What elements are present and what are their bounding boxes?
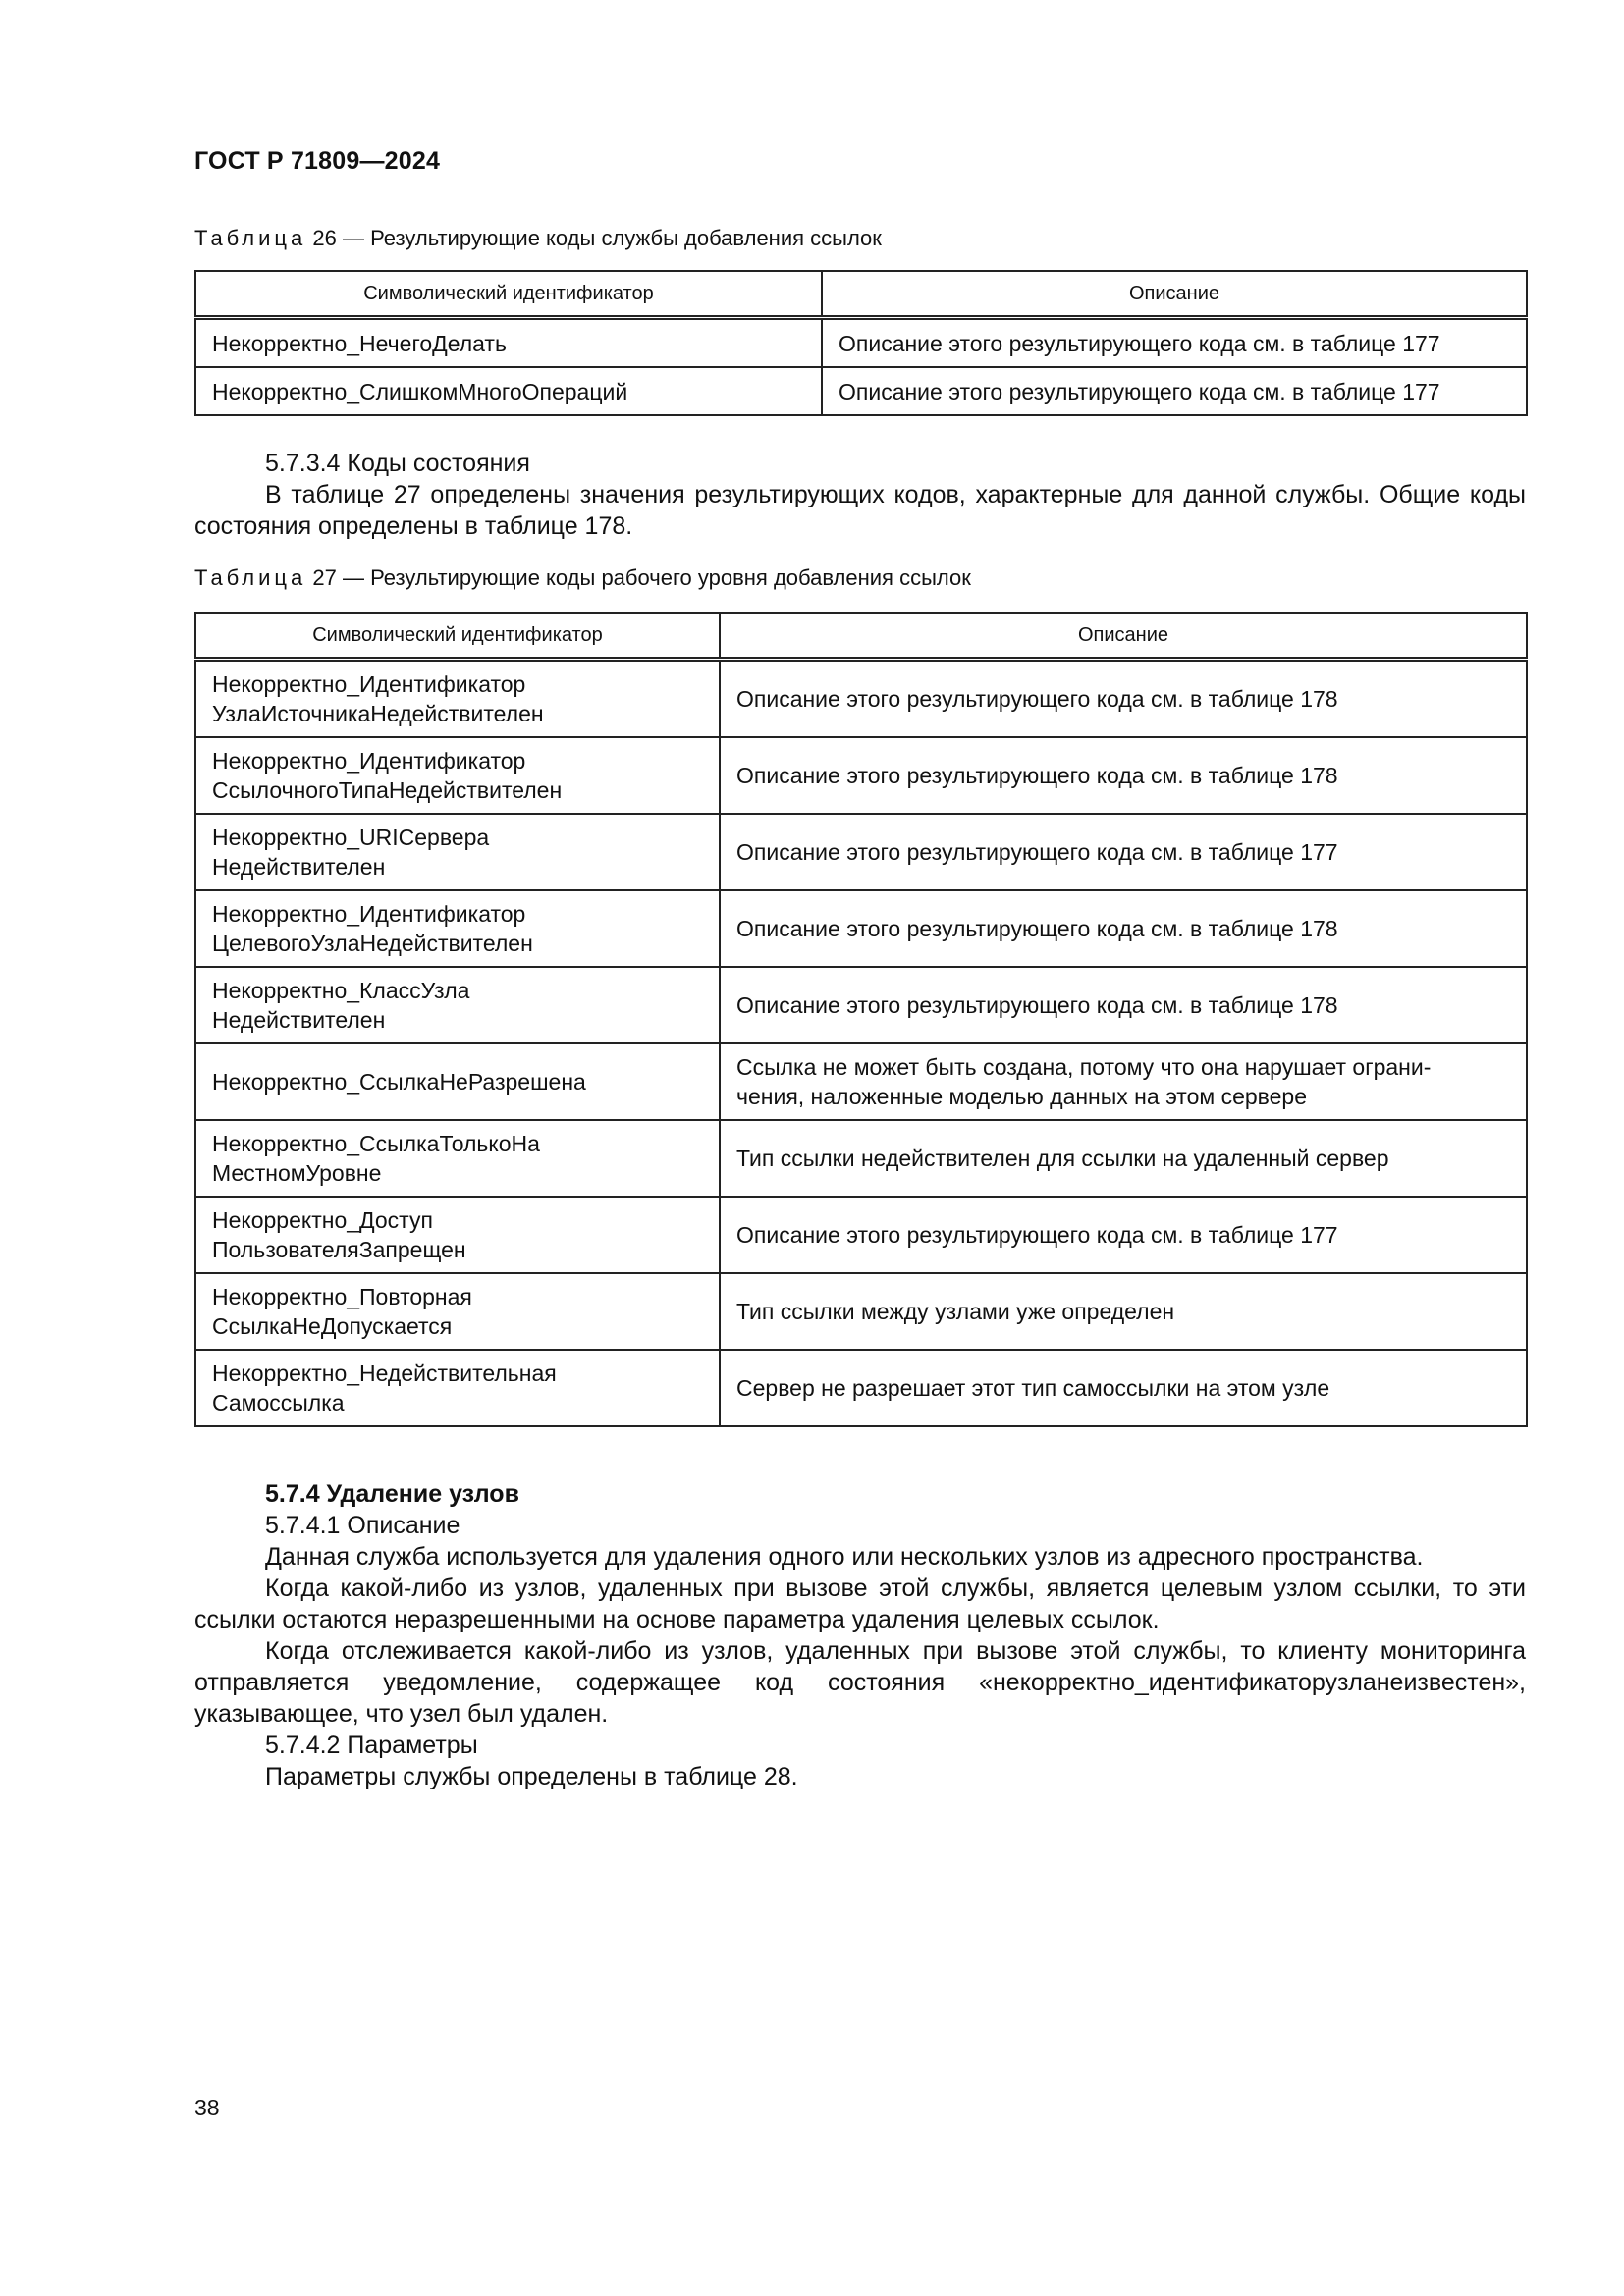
cell-line: Описание этого результирующего кода см. в таблице 177 [736, 839, 1338, 865]
identifier-cell [195, 1043, 720, 1120]
cell-line: Описание этого результирующего кода см. в таблице 177 [736, 1222, 1338, 1248]
cell-line: Сервер не разрешает этот тип самоссылки на этом узле [736, 1375, 1330, 1401]
section-5-7-4 [194, 1478, 1526, 1792]
description-cell [720, 737, 1527, 814]
identifier-cell [195, 890, 720, 967]
description-cell: Описание этого результирующего кода см. в таблице 177 [822, 318, 1527, 368]
cell-line: УзлаИсточникаНедействителен [212, 701, 544, 726]
cell-line: Некорректно_Идентификатор [212, 748, 526, 774]
description-cell [720, 890, 1527, 967]
identifier-cell [195, 814, 720, 890]
identifier-cell [195, 1350, 720, 1426]
table-row [195, 660, 1527, 738]
table-row [195, 1197, 1527, 1273]
identifier-cell [195, 660, 720, 738]
description-cell [720, 1197, 1527, 1273]
cell-line: Некорректно_Недействительная [212, 1361, 557, 1386]
identifier-cell [195, 737, 720, 814]
table-row [195, 737, 1527, 814]
cell-line: Некорректно_СсылкаНеРазрешена [212, 1069, 586, 1095]
cell-line: Самоссылка [212, 1390, 345, 1415]
paragraph: Когда отслеживается какой-либо из узлов, удаленных при вызове этой службы, то клиенту мониторинга отправляется уведомление, содержащее код состояния «некорректно_идентификаторузланеизвестен», указывающее, что узел был удален. [194, 1637, 1526, 1728]
cell-line: Описание этого результирующего кода см. в таблице 178 [736, 992, 1338, 1018]
table-row [195, 1273, 1527, 1350]
cell-line: Описание этого результирующего кода см. в таблице 178 [736, 686, 1338, 712]
description-cell: Описание этого результирующего кода см. в таблице 177 [822, 367, 1527, 415]
column-header-identifier: Символический идентификатор [195, 271, 822, 318]
section-5-7-3-4 [194, 448, 1526, 542]
identifier-cell [195, 967, 720, 1043]
description-cell [720, 660, 1527, 738]
table-row [195, 367, 1527, 415]
description-cell [720, 967, 1527, 1043]
description-cell [720, 1350, 1527, 1426]
table-row [195, 890, 1527, 967]
table-row [195, 1350, 1527, 1426]
cell-line: Тип ссылки между узлами уже определен [736, 1299, 1175, 1324]
paragraph: Параметры службы определены в таблице 28. [265, 1763, 798, 1790]
paragraph: Данная служба используется для удаления одного или нескольких узлов из адресного пространства. [265, 1543, 1424, 1571]
identifier-cell [195, 1120, 720, 1197]
table-26-caption-title: 26 — Результирующие коды службы добавления ссылок [306, 226, 882, 250]
identifier-cell: Некорректно_СлишкомМногоОпераций [195, 367, 822, 415]
table-26-caption [194, 226, 882, 251]
cell-line: МестномУровне [212, 1160, 382, 1186]
table-26 [194, 270, 1528, 416]
table-header-row [195, 271, 1527, 318]
cell-line: Некорректно_Идентификатор [212, 671, 526, 697]
table-row [195, 814, 1527, 890]
cell-line: ЦелевогоУзлаНедействителен [212, 931, 533, 956]
cell-line: Некорректно_Повторная [212, 1284, 472, 1309]
table-27-caption-word: Таблица [194, 565, 307, 590]
column-header-description: Описание [720, 613, 1527, 660]
table-row [195, 967, 1527, 1043]
section-heading: 5.7.3.4 Коды состояния [265, 450, 530, 477]
page-number: 38 [194, 2095, 220, 2120]
table-27-body [195, 660, 1527, 1427]
cell-line: Описание этого результирующего кода см. в таблице 178 [736, 916, 1338, 941]
paragraph: Когда какой-либо из узлов, удаленных при вызове этой службы, является целевым узлом ссылки, то эти ссылки остаются неразрешенными на основе параметра удаления целевых ссылок. [194, 1575, 1526, 1633]
cell-line: Описание этого результирующего кода см. в таблице 178 [736, 763, 1338, 788]
table-27-caption-title: 27 — Результирующие коды рабочего уровня добавления ссылок [306, 565, 971, 590]
cell-line: Недействителен [212, 854, 386, 880]
table-27-caption [194, 565, 971, 591]
cell-line: Некорректно_URIСервера [212, 825, 490, 850]
cell-line: Некорректно_Идентификатор [212, 901, 526, 927]
description-cell [720, 1273, 1527, 1350]
cell-line: Некорректно_Доступ [212, 1207, 433, 1233]
description-cell [720, 1043, 1527, 1120]
table-row [195, 318, 1527, 368]
table-header-row [195, 613, 1527, 660]
identifier-cell [195, 1197, 720, 1273]
document-header: ГОСТ Р 71809—2024 [194, 147, 441, 175]
cell-line: ПользователяЗапрещен [212, 1237, 466, 1262]
cell-line: Тип ссылки недействителен для ссылки на удаленный сервер [736, 1146, 1389, 1171]
table-row [195, 1043, 1527, 1120]
table-row [195, 1120, 1527, 1197]
column-header-description: Описание [822, 271, 1527, 318]
subsection-heading: 5.7.4.1 Описание [265, 1512, 460, 1539]
description-cell [720, 1120, 1527, 1197]
table-26-caption-word: Таблица [194, 226, 307, 250]
cell-line: Некорректно_СсылкаТолькоНа [212, 1131, 540, 1156]
cell-line: Недействителен [212, 1007, 386, 1033]
cell-line: чения, наложенные моделью данных на этом сервере [736, 1084, 1307, 1109]
table-27 [194, 612, 1528, 1427]
section-heading: 5.7.4 Удаление узлов [265, 1480, 519, 1508]
cell-line: Ссылка не может быть создана, потому что она нарушает ограни- [736, 1054, 1432, 1080]
subsection-heading: 5.7.4.2 Параметры [265, 1732, 478, 1759]
paragraph: В таблице 27 определены значения результирующих кодов, характерные для данной службы. Общие коды состояния определены в таблице 178. [194, 481, 1526, 540]
column-header-identifier: Символический идентификатор [195, 613, 720, 660]
identifier-cell [195, 1273, 720, 1350]
cell-line: СсылочногоТипаНедействителен [212, 777, 563, 803]
identifier-cell: Некорректно_НечегоДелать [195, 318, 822, 368]
cell-line: СсылкаНеДопускается [212, 1313, 453, 1339]
cell-line: Некорректно_КлассУзла [212, 978, 470, 1003]
description-cell [720, 814, 1527, 890]
